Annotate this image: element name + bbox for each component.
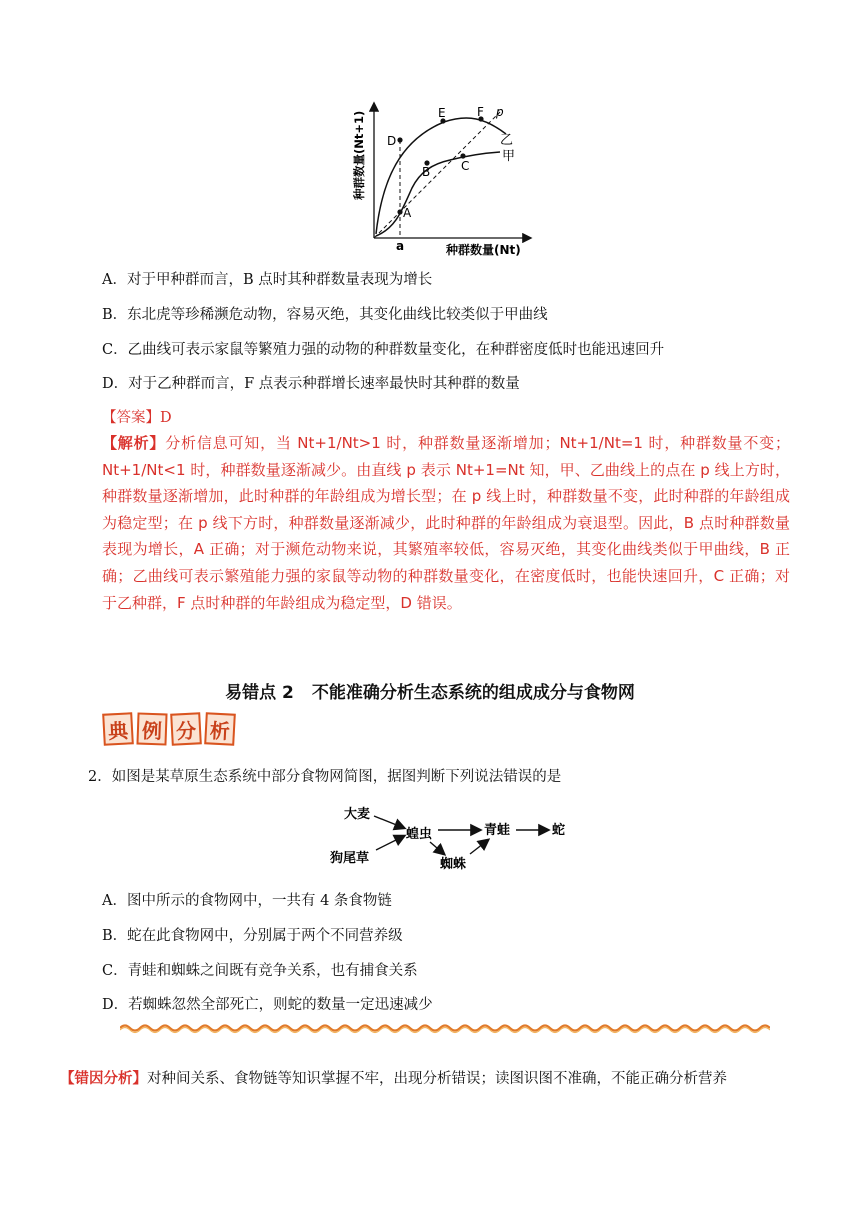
- node-barley: 大麦: [344, 807, 371, 822]
- q1-option-b: B．东北虎等珍稀濒危动物，容易灭绝，其变化曲线比较类似于甲曲线: [102, 307, 548, 323]
- node-spider: 蜘蛛: [440, 857, 467, 872]
- answer-tag: 【答案】: [102, 410, 160, 426]
- node-locust: 蝗虫: [406, 827, 433, 842]
- wavy-divider: [120, 1022, 770, 1034]
- answer-value: D: [160, 410, 172, 426]
- stamp-char: 典: [102, 712, 134, 746]
- node-snake: 蛇: [552, 823, 566, 838]
- q2-option-c: C．青蛙和蜘蛛之间既有竞争关系，也有捕食关系: [102, 963, 418, 979]
- food-web-diagram: [320, 800, 580, 875]
- label-a: A: [403, 206, 412, 220]
- label-d: D: [387, 134, 397, 148]
- q2-option-a: A．图中所示的食物网中，一共有 4 条食物链: [102, 893, 392, 909]
- example-analysis-stamp: [103, 713, 235, 745]
- q1-option-a: A．对于甲种群而言，B 点时其种群数量表现为增长: [102, 272, 433, 288]
- label-f: F: [477, 105, 484, 119]
- section-heading: [0, 678, 860, 703]
- stamp-char: 分: [170, 712, 202, 746]
- error-analysis-line: [60, 1067, 727, 1088]
- q1-option-d: D．对于乙种群而言，F 点表示种群增长速率最快时其种群的数量: [102, 376, 520, 392]
- analysis-tag: 【解析】: [102, 434, 166, 452]
- arrow-foxtail-locust: [376, 836, 404, 850]
- label-yi: 乙: [500, 133, 514, 148]
- arrow-locust-spider: [430, 842, 444, 854]
- x-axis-label: 种群数量(Nt): [446, 243, 521, 257]
- label-p: p: [496, 105, 504, 119]
- label-c: C: [461, 159, 470, 173]
- population-graph: [340, 100, 540, 260]
- node-frog: 青蛙: [484, 823, 511, 838]
- arrow-barley-locust: [374, 816, 404, 828]
- label-b: B: [422, 165, 431, 179]
- p-line: [374, 112, 500, 238]
- point-a: [397, 209, 402, 214]
- y-axis-label: 种群数量(Nt+1): [352, 110, 366, 200]
- q1-option-c: C．乙曲线可表示家鼠等繁殖力强的动物的种群数量变化，在种群密度低时也能迅速回升: [102, 342, 665, 358]
- error-analysis-tag: 【错因分析】: [60, 1070, 147, 1087]
- label-e: E: [438, 106, 446, 120]
- q2-stem: 2．如图是某草原生态系统中部分食物网简图，据图判断下列说法错误的是: [88, 769, 562, 785]
- label-jia: 甲: [502, 149, 516, 164]
- point-d: [397, 137, 402, 142]
- arrow-spider-frog: [470, 840, 488, 854]
- analysis-text: 分析信息可知，当 Nt+1/Nt>1 时，种群数量逐渐增加；Nt+1/Nt=1 时，种群数量不变；Nt+1/Nt<1 时，种群数量逐渐减少。由直线 p 表示 Nt+1=Nt 知，甲、乙曲线上的点在 p 线上方时，种群数量逐渐增加，此时种群的年龄组成为增长型；在 p 线上时，种群数量不变，此时种群的年龄组成为稳定型；在 p 线下方时，种群数量逐渐减少，此时种群的年龄组成为衰退型。因此，B 点时种群数量表现为增长，A 正确；对于濒危动物来说，其繁殖率较低，容易灭绝，其变化曲线类似于甲曲线，B 正确；乙曲线可表示繁殖能力强的家鼠等动物的种群数量变化，在密度低时，也能快速回升，C 正确；对于乙种群，F 点时种群的年龄组成为稳定型，D 错误。: [102, 434, 790, 612]
- error-analysis-text: 对种间关系、食物链等知识掌握不牢，出现分析错误；读图识图不准确，不能正确分析营养: [147, 1071, 727, 1087]
- q2-option-d: D．若蜘蛛忽然全部死亡，则蛇的数量一定迅速减少: [102, 997, 433, 1013]
- q2-option-b: B．蛇在此食物网中，分别属于两个不同营养级: [102, 928, 403, 944]
- point-c: [460, 153, 465, 158]
- node-foxtail: 狗尾草: [330, 851, 370, 866]
- tick-a: a: [396, 239, 405, 253]
- stamp-char: 析: [204, 712, 236, 746]
- answer-line: [102, 406, 172, 427]
- heading-title: 不能准确分析生态系统的组成成分与食物网: [311, 683, 635, 703]
- stamp-char: 例: [136, 712, 167, 745]
- curve-jia: [376, 152, 500, 236]
- heading-label: 易错点 2: [225, 683, 294, 703]
- analysis-block: [102, 430, 790, 616]
